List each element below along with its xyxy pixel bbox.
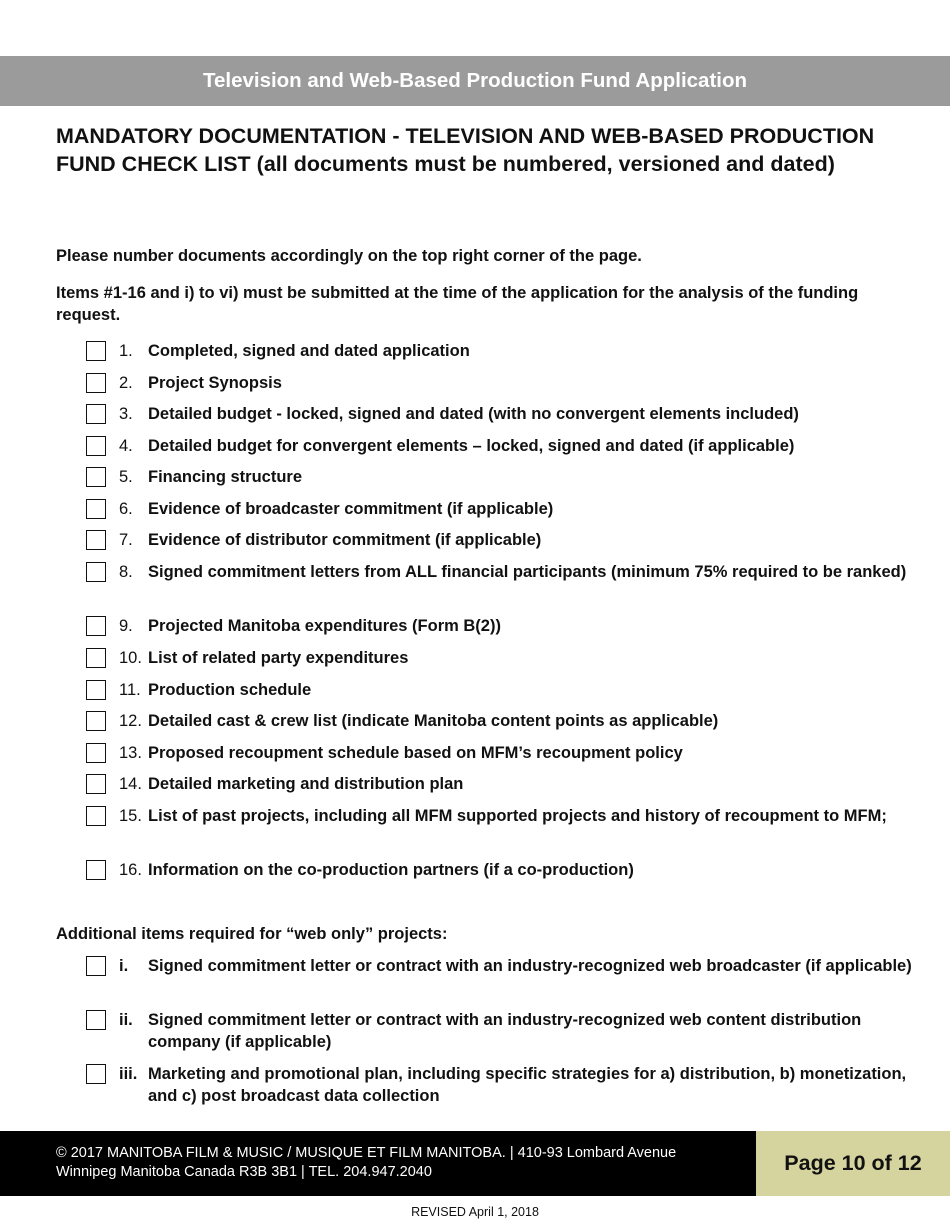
page-title: MANDATORY DOCUMENTATION - TELEVISION AND WEB-BASED PRODUCTION FUND CHECK LIST (all documents must be numbered, versioned and dated): [56, 124, 875, 176]
checkbox[interactable]: [86, 743, 106, 763]
checkbox[interactable]: [86, 530, 106, 550]
item-number: 7.: [119, 531, 133, 549]
checkbox[interactable]: [86, 467, 106, 487]
checkbox[interactable]: [86, 860, 106, 880]
item-text: Completed, signed and dated application: [148, 342, 470, 360]
footer-copyright: © 2017 MANITOBA FILM & MUSIC / MUSIQUE ET FILM MANITOBA. | 410-93 Lombard Avenue Winnipeg Manitoba Canada R3B 3B1 | TEL. 204.947.2040: [56, 1145, 677, 1180]
item-text: Detailed marketing and distribution plan: [148, 775, 464, 793]
item-number: 4.: [119, 437, 133, 455]
checkbox[interactable]: [86, 436, 106, 456]
web-only-item: [86, 955, 916, 977]
checklist-item: [86, 466, 916, 488]
checklist-item: [86, 435, 916, 457]
checkbox[interactable]: [86, 616, 106, 636]
checkbox[interactable]: [86, 562, 106, 582]
item-text: Signed commitment letters from ALL financial participants (minimum 75% required to be ranked): [148, 563, 907, 581]
item-text: List of past projects, including all MFM supported projects and history of recoupment to MFM;: [148, 807, 887, 825]
item-number: 14.: [119, 775, 142, 793]
item-text: Projected Manitoba expenditures (Form B(2)): [148, 617, 501, 635]
item-number: ii.: [119, 1011, 133, 1029]
checklist-item: [86, 805, 916, 827]
item-number: 6.: [119, 500, 133, 518]
item-number: i.: [119, 957, 129, 975]
item-text: Evidence of distributor commitment (if applicable): [148, 531, 542, 549]
item-number: 16.: [119, 861, 142, 879]
checkbox[interactable]: [86, 648, 106, 668]
footer: [0, 1131, 756, 1196]
checkbox[interactable]: [86, 373, 106, 393]
checkbox[interactable]: [86, 806, 106, 826]
item-text: Evidence of broadcaster commitment (if applicable): [148, 500, 554, 518]
item-number: iii.: [119, 1065, 138, 1083]
checklist-item: [86, 403, 916, 425]
item-number: 10.: [119, 649, 142, 667]
item-text: List of related party expenditures: [148, 649, 409, 667]
checkbox[interactable]: [86, 404, 106, 424]
checklist-item: [86, 615, 916, 637]
item-text: Proposed recoupment schedule based on MFM’s recoupment policy: [148, 744, 683, 762]
revised-date: REVISED April 1, 2018: [411, 1205, 539, 1219]
checklist-item: [86, 561, 916, 583]
checklist-item: [86, 372, 916, 394]
item-number: 15.: [119, 807, 142, 825]
web-only-item: [86, 1009, 916, 1053]
header-banner: Television and Web-Based Production Fund Application: [0, 56, 950, 106]
checklist-item: [86, 710, 916, 732]
item-number: 12.: [119, 712, 142, 730]
checklist-item: [86, 647, 916, 669]
item-text: Signed commitment letter or contract with an industry-recognized web content distribution company (if applicable): [148, 1011, 862, 1051]
item-text: Signed commitment letter or contract with an industry-recognized web broadcaster (if applicable): [148, 957, 912, 975]
item-number: 2.: [119, 374, 133, 392]
item-text: Financing structure: [148, 468, 303, 486]
checkbox[interactable]: [86, 1010, 106, 1030]
checklist-item: [86, 773, 916, 795]
item-number: 5.: [119, 468, 133, 486]
checklist-item: [86, 498, 916, 520]
item-number: 8.: [119, 563, 133, 581]
checkbox[interactable]: [86, 341, 106, 361]
item-text: Information on the co-production partners (if a co-production): [148, 861, 634, 879]
checkbox[interactable]: [86, 774, 106, 794]
numbering-instruction: Please number documents accordingly on the top right corner of the page.: [56, 247, 642, 265]
checklist-item: [86, 742, 916, 764]
item-text: Production schedule: [148, 681, 312, 699]
checkbox[interactable]: [86, 499, 106, 519]
item-text: Detailed budget for convergent elements – locked, signed and dated (if applicable): [148, 437, 795, 455]
item-text: Detailed cast & crew list (indicate Manitoba content points as applicable): [148, 712, 719, 730]
item-number: 9.: [119, 617, 133, 635]
checkbox[interactable]: [86, 956, 106, 976]
checkbox[interactable]: [86, 680, 106, 700]
item-number: 1.: [119, 342, 133, 360]
item-number: 13.: [119, 744, 142, 762]
checkbox[interactable]: [86, 711, 106, 731]
submission-instruction: Items #1-16 and i) to vi) must be submitted at the time of the application for the analysis of the funding request.: [56, 284, 859, 324]
item-text: Marketing and promotional plan, including specific strategies for a) distribution, b) monetization, and c) post broadcast data collection: [148, 1065, 907, 1105]
item-number: 3.: [119, 405, 133, 423]
web-only-heading: Additional items required for “web only” projects:: [56, 925, 448, 943]
checklist-item: [86, 529, 916, 551]
checklist-item: [86, 859, 916, 881]
web-only-item: [86, 1063, 916, 1107]
checkbox[interactable]: [86, 1064, 106, 1084]
item-text: Project Synopsis: [148, 374, 282, 392]
checklist-item: [86, 340, 916, 362]
item-number: 11.: [119, 681, 141, 699]
checklist-item: [86, 679, 916, 701]
page-number: Page 10 of 12: [756, 1131, 950, 1196]
item-text: Detailed budget - locked, signed and dated (with no convergent elements included): [148, 405, 799, 423]
